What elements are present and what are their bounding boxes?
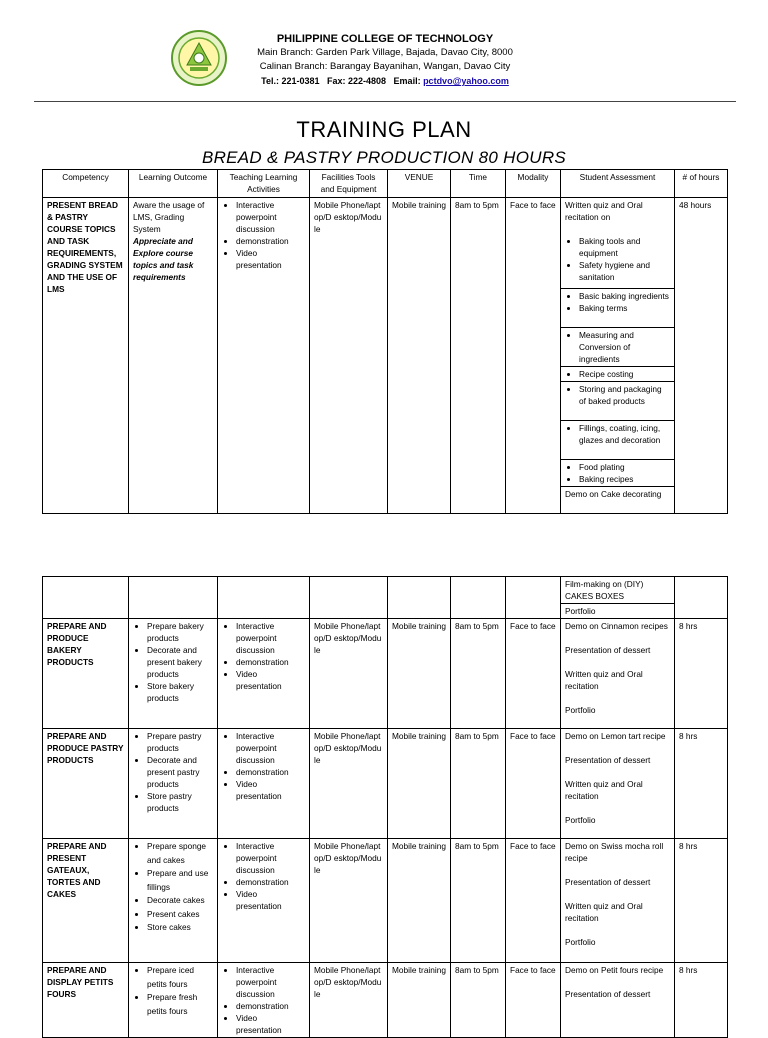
assessment-text: Written quiz and Oral recitation xyxy=(565,901,643,923)
modality-cell: Face to face xyxy=(506,963,561,1038)
list-item: • Storing and packaging of baked products xyxy=(579,383,670,407)
table-row xyxy=(43,839,728,963)
competency-cell: PRESENT BREAD & PASTRY COURSE TOPICS AND TASK REQUIREMENTS, GRADING SYSTEM AND THE USE OF LMS xyxy=(43,198,129,514)
empty-cell xyxy=(675,577,728,619)
empty-cell xyxy=(218,577,310,619)
assessment-text: Demo on Petit fours recipe xyxy=(565,965,664,975)
venue-cell: Mobile training xyxy=(388,963,451,1038)
list-item: • Baking terms xyxy=(579,302,670,314)
assessment-cell xyxy=(561,963,675,1038)
main-branch-address: Main Branch: Garden Park Village, Bajada, Davao City, 8000 xyxy=(257,47,513,58)
table-row xyxy=(43,577,728,604)
modality-cell: Face to face xyxy=(506,198,561,514)
list-item: • Baking tools and equipment xyxy=(579,235,670,259)
assessment-text: Presentation of dessert xyxy=(565,755,651,765)
contact-numbers: Tel.: 221-0381 Fax: 222-4808 Email: xyxy=(261,76,424,86)
list-item: • Interactive powerpoint discussion xyxy=(236,620,305,656)
table-row xyxy=(43,198,728,289)
list-item: • Prepare and use fillings xyxy=(147,867,213,894)
competency-cell: PREPARE AND PRODUCE PASTRY PRODUCTS xyxy=(43,729,129,839)
list-item: • Fillings, coating, icing, glazes and decoration xyxy=(579,422,670,446)
tla-cell xyxy=(218,839,310,963)
assessment-text: Portfolio xyxy=(565,815,596,825)
learning-outcome-cell xyxy=(129,729,218,839)
list-item: • Store pastry products xyxy=(147,790,213,814)
list-item: • Baking recipes xyxy=(579,473,670,485)
hours-cell: 8 hrs xyxy=(675,619,728,729)
calinan-branch-address: Calinan Branch: Barangay Bayanihan, Wangan, Davao City xyxy=(259,61,511,72)
list-item: • Prepare iced petits fours xyxy=(147,964,213,991)
assessment-cell xyxy=(561,382,675,421)
assessment-text: Portfolio xyxy=(565,705,596,715)
tla-cell xyxy=(218,619,310,729)
school-name: PHILIPPINE COLLEGE OF TECHNOLOGY xyxy=(276,33,494,45)
assessment-cell: Film-making on (DIY) CAKES BOXES xyxy=(561,577,675,604)
assessment-cell xyxy=(561,460,675,487)
document-subtitle: BREAD & PASTRY PRODUCTION 80 HOURS xyxy=(201,148,567,167)
hours-cell: 8 hrs xyxy=(675,839,728,963)
empty-cell xyxy=(43,577,129,619)
time-cell: 8am to 5pm xyxy=(451,729,506,839)
column-header: Learning Outcome xyxy=(129,170,218,198)
table-header-row xyxy=(43,170,728,198)
learning-outcome-cell xyxy=(129,963,218,1038)
list-item: • Interactive powerpoint discussion xyxy=(236,199,305,235)
assessment-cell xyxy=(561,619,675,729)
list-item: • Recipe costing xyxy=(579,368,670,380)
assessment-cell: Portfolio xyxy=(561,604,675,619)
facilities-cell: Mobile Phone/laptop/D esktop/Module xyxy=(310,963,388,1038)
hours-cell: 48 hours xyxy=(675,198,728,514)
outcome-text: Aware the usage of LMS, Grading System xyxy=(133,200,205,234)
list-item: • Prepare sponge and cakes xyxy=(147,840,213,867)
venue-cell: Mobile training xyxy=(388,839,451,963)
tla-cell xyxy=(218,963,310,1038)
list-item: • Interactive powerpoint discussion xyxy=(236,730,305,766)
column-header: # of hours xyxy=(675,170,728,198)
hours-cell: 8 hrs xyxy=(675,963,728,1038)
venue-cell: Mobile training xyxy=(388,729,451,839)
column-header: Time xyxy=(451,170,506,198)
assessment-cell xyxy=(561,421,675,460)
list-item: • demonstration xyxy=(236,766,305,778)
column-header: Facilities Tools and Equipment xyxy=(310,170,388,198)
modality-cell: Face to face xyxy=(506,839,561,963)
list-item: • Video presentation xyxy=(236,778,305,802)
list-item: • Video presentation xyxy=(236,888,305,912)
list-item: • demonstration xyxy=(236,235,305,247)
tla-cell xyxy=(218,198,310,514)
learning-outcome-cell xyxy=(129,619,218,729)
column-header: Teaching Learning Activities xyxy=(218,170,310,198)
column-header: VENUE xyxy=(388,170,451,198)
training-plan-table-page2 xyxy=(42,576,728,1038)
competency-cell: PREPARE AND PRODUCE BAKERY PRODUCTS xyxy=(43,619,129,729)
assessment-text: Presentation of dessert xyxy=(565,877,651,887)
empty-cell xyxy=(388,577,451,619)
letterhead xyxy=(215,32,555,88)
assessment-text: Presentation of dessert xyxy=(565,645,651,655)
email-link[interactable]: pctdvo@yahoo.com xyxy=(423,76,509,86)
table-row xyxy=(43,729,728,839)
modality-cell: Face to face xyxy=(506,619,561,729)
modality-cell: Face to face xyxy=(506,729,561,839)
assessment-text: Demo on Swiss mocha roll recipe xyxy=(565,841,664,863)
list-item: • Interactive powerpoint discussion xyxy=(236,840,305,876)
list-item: • Prepare fresh petits fours xyxy=(147,991,213,1018)
list-item: • demonstration xyxy=(236,1000,305,1012)
assessment-cell xyxy=(561,289,675,328)
facilities-cell: Mobile Phone/laptop/D esktop/Module xyxy=(310,198,388,514)
assessment-cell xyxy=(561,198,675,289)
list-item: • Basic baking ingredients xyxy=(579,290,670,302)
facilities-cell: Mobile Phone/laptop/D esktop/Module xyxy=(310,619,388,729)
list-item: • demonstration xyxy=(236,656,305,668)
assessment-cell: Demo on Cake decorating xyxy=(561,487,675,514)
assessment-text: Written quiz and Oral recitation on xyxy=(565,200,643,222)
empty-cell xyxy=(129,577,218,619)
facilities-cell: Mobile Phone/laptop/D esktop/Module xyxy=(310,729,388,839)
list-item: • Video presentation xyxy=(236,668,305,692)
list-item: • Video presentation xyxy=(236,247,305,271)
venue-cell: Mobile training xyxy=(388,198,451,514)
column-header: Competency xyxy=(43,170,129,198)
outcome-text-italic: Appreciate and Explore course topics and task requirements xyxy=(133,236,194,282)
empty-cell xyxy=(310,577,388,619)
list-item: • Present cakes xyxy=(147,908,213,922)
list-item: • Store bakery products xyxy=(147,680,213,704)
table-row xyxy=(43,619,728,729)
training-plan-table-page1 xyxy=(42,169,728,514)
tla-cell xyxy=(218,729,310,839)
assessment-text: Written quiz and Oral recitation xyxy=(565,669,643,691)
list-item: • Decorate and present pastry products xyxy=(147,754,213,790)
document-title: TRAINING PLAN xyxy=(296,117,472,142)
list-item: • Food plating xyxy=(579,461,670,473)
venue-cell: Mobile training xyxy=(388,619,451,729)
list-item: • Video presentation xyxy=(236,1012,305,1036)
assessment-text: Portfolio xyxy=(565,937,596,947)
assessment-text: Written quiz and Oral recitation xyxy=(565,779,643,801)
competency-cell: PREPARE AND DISPLAY PETITS FOURS xyxy=(43,963,129,1038)
table-row xyxy=(43,963,728,1038)
header-divider xyxy=(34,101,736,102)
empty-cell xyxy=(506,577,561,619)
time-cell: 8am to 5pm xyxy=(451,963,506,1038)
time-cell: 8am to 5pm xyxy=(451,619,506,729)
assessment-cell xyxy=(561,839,675,963)
time-cell: 8am to 5pm xyxy=(451,198,506,514)
assessment-text: Presentation of dessert xyxy=(565,989,651,999)
list-item: • Store cakes xyxy=(147,921,213,935)
list-item: • Prepare bakery products xyxy=(147,620,213,644)
list-item: • Prepare pastry products xyxy=(147,730,213,754)
learning-outcome-cell xyxy=(129,198,218,514)
contact-line xyxy=(215,74,555,88)
list-item: • Decorate and present bakery products xyxy=(147,644,213,680)
assessment-cell xyxy=(561,367,675,382)
empty-cell xyxy=(451,577,506,619)
column-header: Modality xyxy=(506,170,561,198)
list-item: • Safety hygiene and sanitation xyxy=(579,259,670,283)
list-item: • Interactive powerpoint discussion xyxy=(236,964,305,1000)
list-item: • Decorate cakes xyxy=(147,894,213,908)
assessment-text: Demo on Lemon tart recipe xyxy=(565,731,666,741)
hours-cell: 8 hrs xyxy=(675,729,728,839)
assessment-text: Demo on Cinnamon recipes xyxy=(565,621,668,631)
column-header: Student Assessment xyxy=(561,170,675,198)
assessment-cell xyxy=(561,328,675,367)
assessment-cell xyxy=(561,729,675,839)
facilities-cell: Mobile Phone/laptop/D esktop/Module xyxy=(310,839,388,963)
time-cell: 8am to 5pm xyxy=(451,839,506,963)
list-item: • Measuring and Conversion of ingredients xyxy=(579,329,670,365)
list-item: • demonstration xyxy=(236,876,305,888)
learning-outcome-cell xyxy=(129,839,218,963)
competency-cell: PREPARE AND PRESENT GATEAUX, TORTES AND CAKES xyxy=(43,839,129,963)
